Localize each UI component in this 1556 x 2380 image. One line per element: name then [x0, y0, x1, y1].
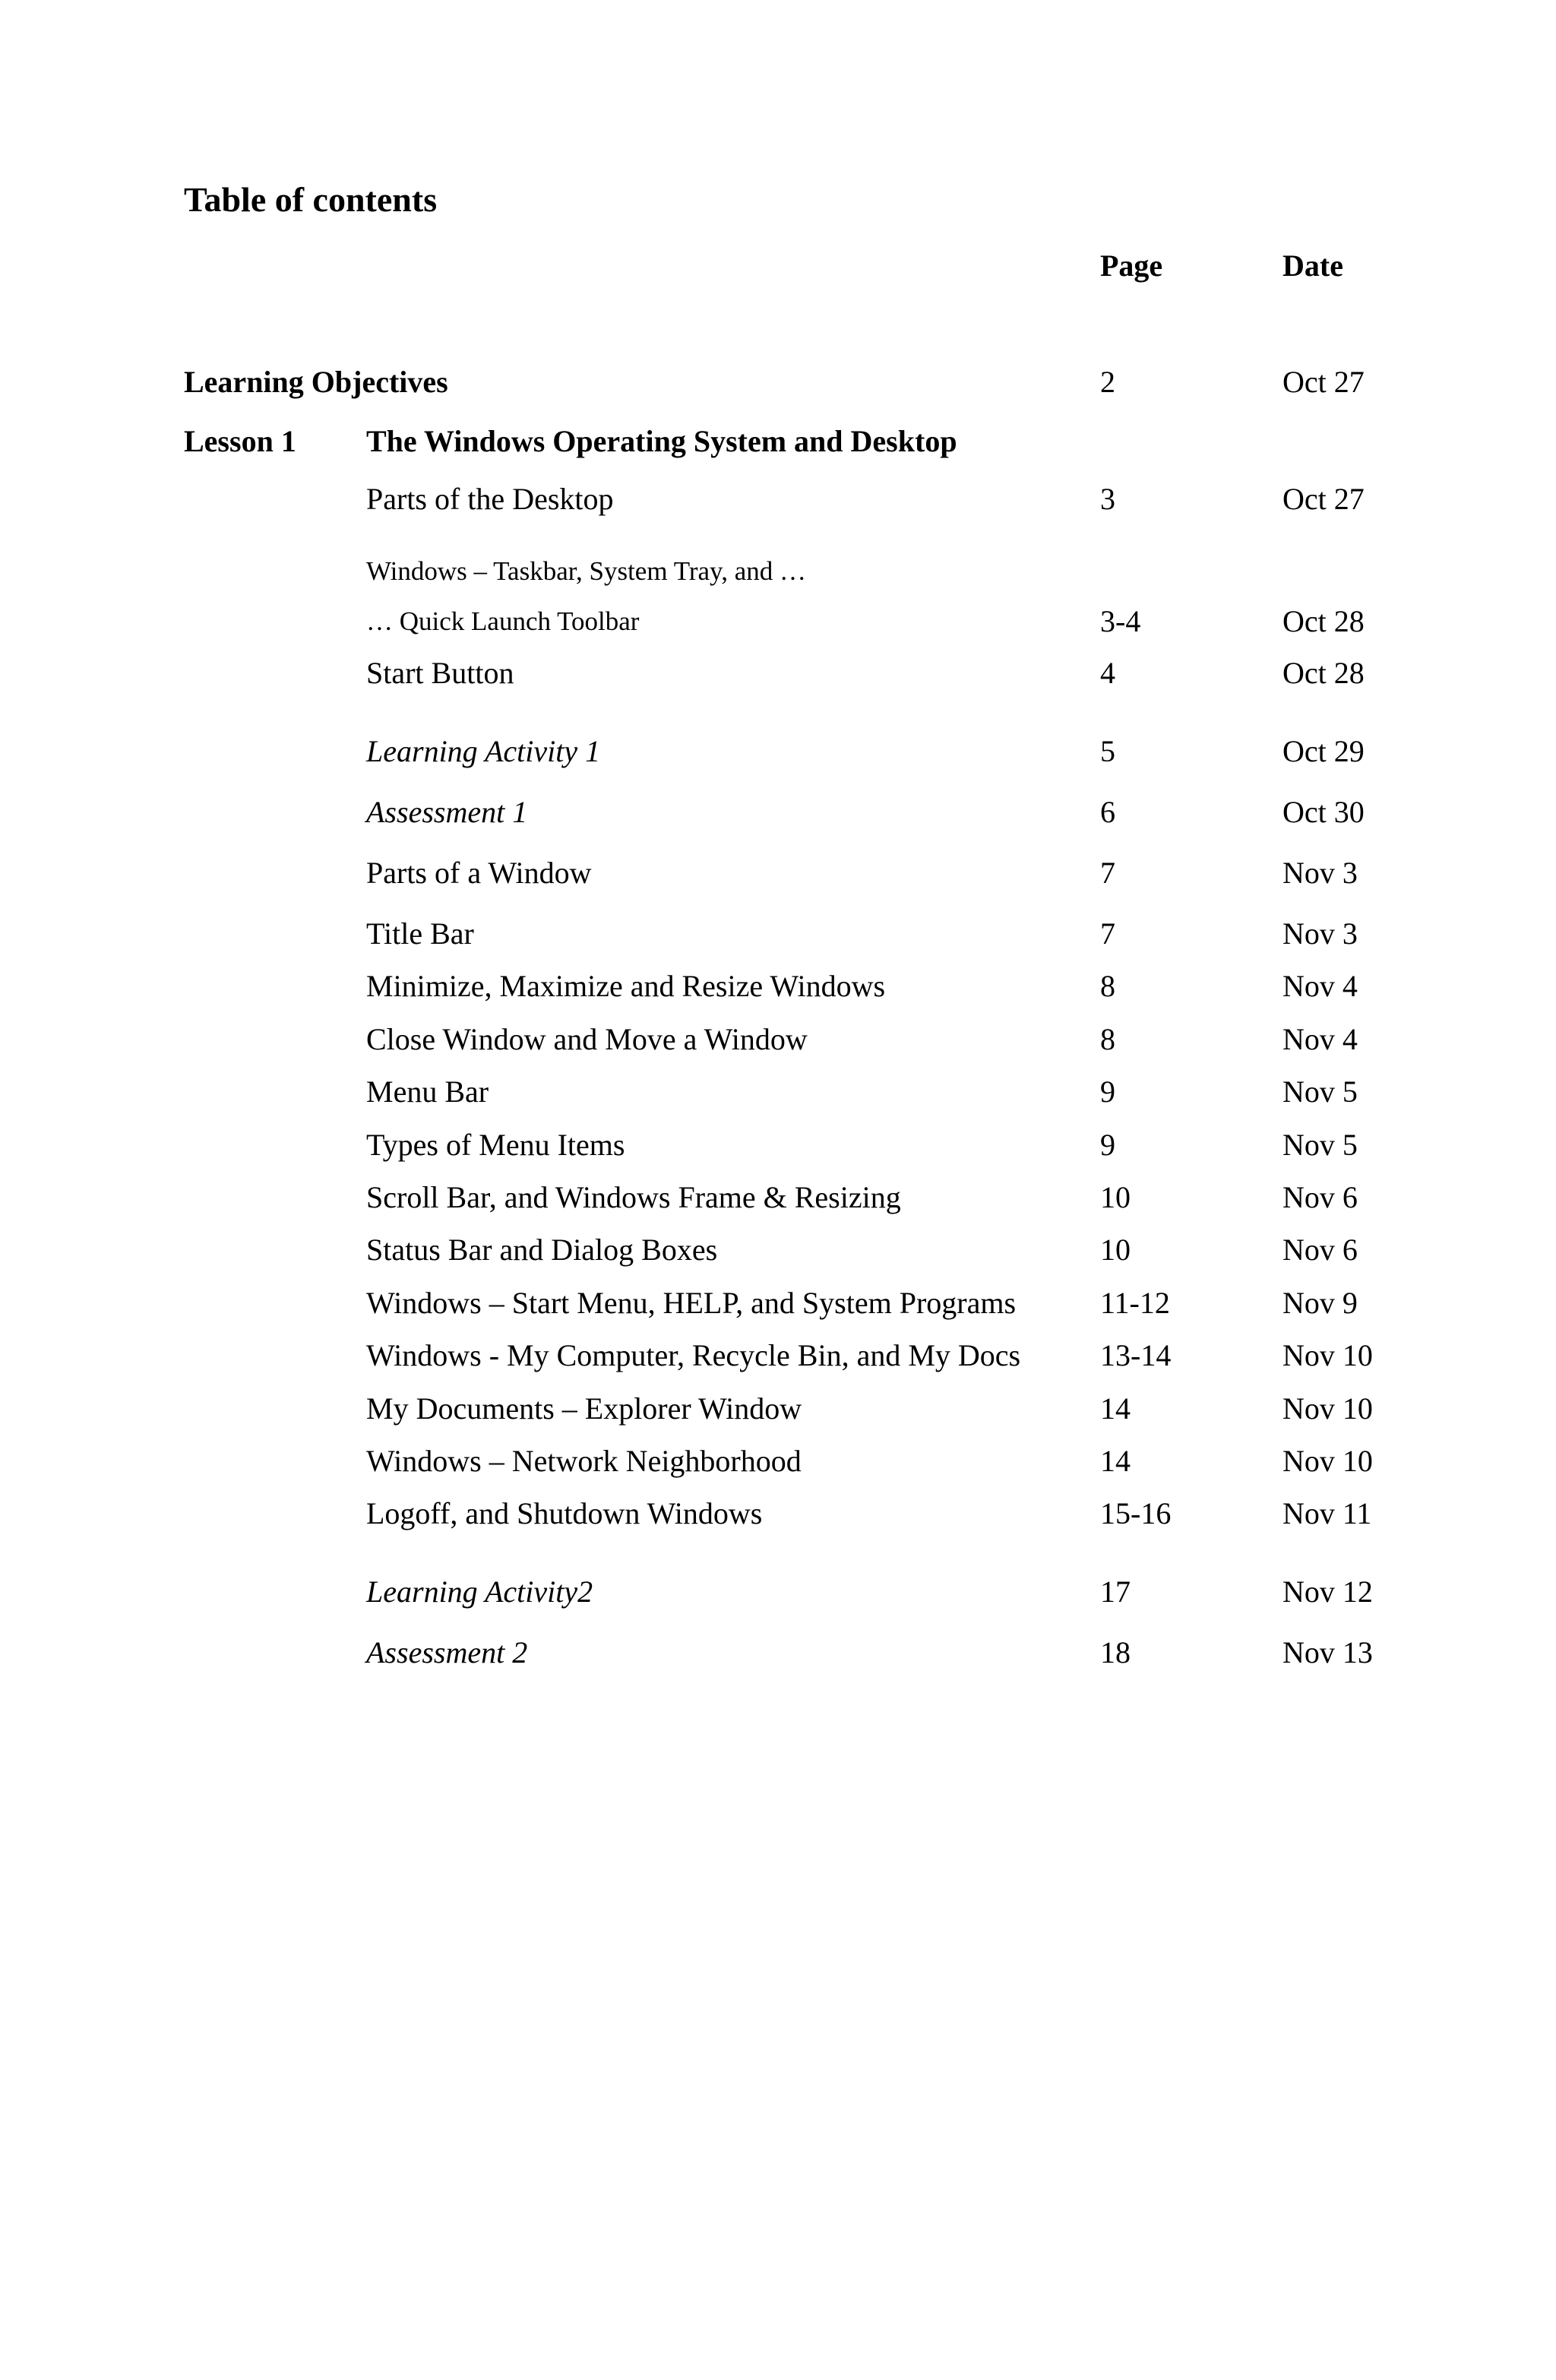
toc-row: [0, 1284, 1556, 1322]
toc-page: 6: [1100, 795, 1115, 829]
toc-title: Windows – Network Neighborhood: [366, 1444, 802, 1478]
toc-title: … Quick Launch Toolbar: [366, 606, 640, 636]
toc-row: [0, 1231, 1556, 1269]
page-title: Table of contents: [184, 180, 438, 219]
toc-page: 17: [1100, 1575, 1131, 1609]
toc-title: Parts of a Window: [366, 856, 592, 890]
toc-date: Oct 30: [1282, 795, 1365, 829]
toc-title: Start Button: [366, 656, 514, 690]
toc-date: Nov 3: [1282, 856, 1358, 890]
toc-page: 4: [1100, 656, 1115, 690]
toc-row: [0, 1337, 1556, 1375]
toc-page: 14: [1100, 1444, 1131, 1478]
toc-row: [0, 1573, 1556, 1611]
toc-date: Nov 10: [1282, 1391, 1373, 1426]
toc-page: 10: [1100, 1180, 1131, 1214]
toc-row: [0, 480, 1556, 518]
toc-date: Nov 10: [1282, 1444, 1373, 1478]
toc-title: Parts of the Desktop: [366, 482, 614, 516]
toc-date: Oct 28: [1282, 656, 1365, 690]
toc-title: Close Window and Move a Window: [366, 1022, 808, 1056]
toc-row: [0, 793, 1556, 831]
toc-title: Scroll Bar, and Windows Frame & Resizing: [366, 1180, 901, 1214]
toc-date: Nov 4: [1282, 1022, 1358, 1056]
toc-row: [0, 1390, 1556, 1428]
toc-row: [0, 733, 1556, 771]
toc-date: Nov 6: [1282, 1233, 1358, 1267]
toc-title: Menu Bar: [366, 1074, 489, 1109]
toc-row: [0, 1073, 1556, 1111]
toc-row: [0, 654, 1556, 692]
toc-row: [0, 1495, 1556, 1533]
toc-title: Minimize, Maximize and Resize Windows: [366, 969, 886, 1003]
toc-page: 10: [1100, 1233, 1131, 1267]
toc-row: [0, 1442, 1556, 1480]
toc-title: Learning Activity2: [366, 1575, 593, 1609]
toc-date: Nov 3: [1282, 916, 1358, 951]
toc-title: Windows - My Computer, Recycle Bin, and My Docs: [366, 1338, 1021, 1372]
toc-page: 3-4: [1100, 604, 1141, 638]
toc-row: [0, 915, 1556, 953]
toc-title: Logoff, and Shutdown Windows: [366, 1496, 763, 1530]
toc-page: 15-16: [1100, 1496, 1172, 1530]
lesson-label: Lesson 1: [184, 424, 296, 458]
toc-title: Status Bar and Dialog Boxes: [366, 1233, 718, 1267]
toc-row: [0, 1126, 1556, 1164]
toc-date: Nov 4: [1282, 969, 1358, 1003]
toc-page: 18: [1100, 1635, 1131, 1669]
toc-row: [0, 552, 1556, 590]
toc-date: Nov 13: [1282, 1635, 1373, 1669]
lesson-title: The Windows Operating System and Desktop: [366, 424, 957, 458]
toc-page: 8: [1100, 1022, 1115, 1056]
toc-page: 3: [1100, 482, 1115, 516]
toc-date: Oct 28: [1282, 604, 1365, 638]
toc-page: 8: [1100, 969, 1115, 1003]
toc-title: Learning Activity 1: [366, 734, 601, 768]
toc-title: Windows – Start Menu, HELP, and System Programs: [366, 1286, 1017, 1320]
toc-page: 7: [1100, 916, 1115, 951]
toc-date: Nov 12: [1282, 1575, 1373, 1609]
toc-page: 5: [1100, 734, 1115, 768]
toc-row-objectives: [0, 363, 1556, 401]
toc-row: [0, 1179, 1556, 1217]
toc-date: Nov 5: [1282, 1074, 1358, 1109]
column-header-date: Date: [1282, 248, 1343, 283]
toc-page: 13-14: [1100, 1338, 1172, 1372]
column-header-page: Page: [1100, 248, 1163, 283]
toc-title: Title Bar: [366, 916, 474, 951]
toc-row: [0, 1634, 1556, 1672]
toc-title: Assessment 1: [366, 795, 528, 829]
toc-date: Nov 6: [1282, 1180, 1358, 1214]
toc-page: 9: [1100, 1128, 1115, 1162]
toc-date: Nov 5: [1282, 1128, 1358, 1162]
toc-page: 2: [1100, 365, 1115, 399]
toc-label: Learning Objectives: [184, 365, 448, 399]
toc-date: Oct 27: [1282, 482, 1365, 516]
toc-title: Types of Menu Items: [366, 1128, 625, 1162]
toc-date: Nov 9: [1282, 1286, 1358, 1320]
toc-page: 7: [1100, 856, 1115, 890]
toc-date: Oct 27: [1282, 365, 1365, 399]
toc-page: 14: [1100, 1391, 1131, 1426]
toc-row: [0, 854, 1556, 892]
toc-date: Nov 11: [1282, 1496, 1372, 1530]
toc-title: Windows – Taskbar, System Tray, and …: [366, 556, 807, 586]
toc-date: Oct 29: [1282, 734, 1365, 768]
toc-title: My Documents – Explorer Window: [366, 1391, 802, 1426]
toc-row-lesson: [0, 423, 1556, 460]
toc-row: [0, 967, 1556, 1005]
toc-date: Nov 10: [1282, 1338, 1373, 1372]
toc-page: 9: [1100, 1074, 1115, 1109]
toc-page: 11-12: [1100, 1286, 1170, 1320]
toc-row: [0, 1021, 1556, 1059]
toc-title: Assessment 2: [366, 1635, 528, 1669]
toc-row: [0, 603, 1556, 641]
